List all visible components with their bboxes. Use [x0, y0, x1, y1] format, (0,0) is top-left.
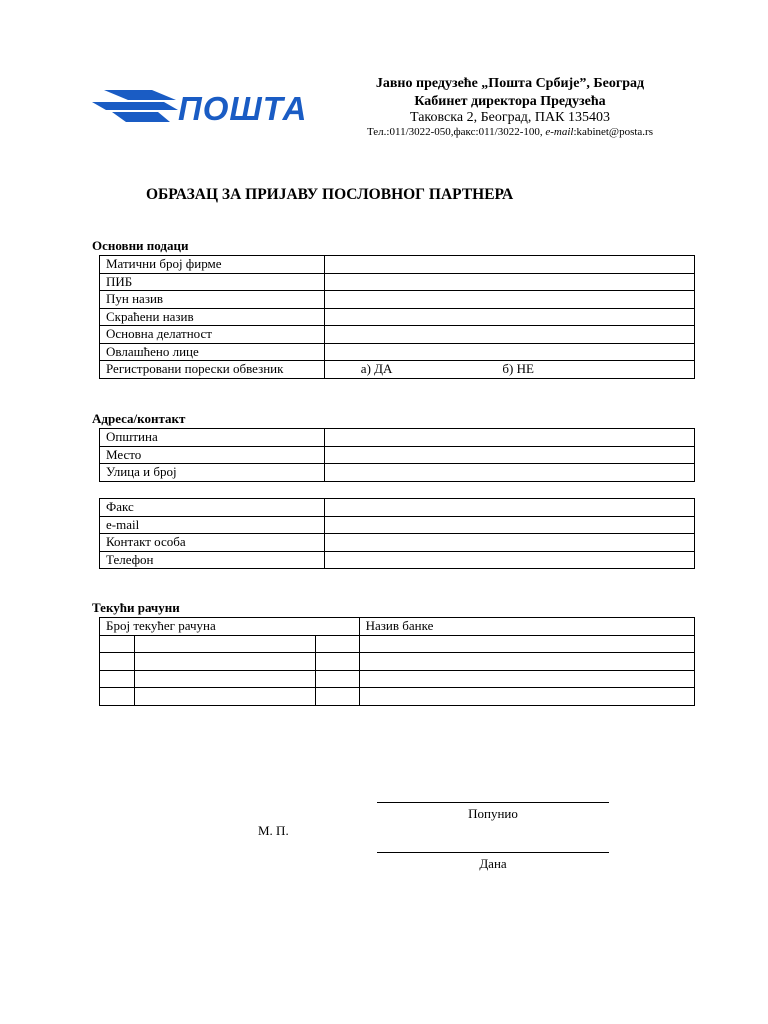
filled-by-label: Попунио: [468, 806, 518, 821]
bank-name-input[interactable]: [359, 635, 694, 653]
contact-table: [99, 498, 695, 569]
account-control-input[interactable]: [315, 688, 359, 706]
table-row: [100, 534, 695, 552]
account-prefix-input[interactable]: [100, 688, 135, 706]
main-activity-input[interactable]: [324, 326, 694, 344]
address-table: [99, 428, 695, 482]
table-row: [100, 343, 695, 361]
full-name-input[interactable]: [324, 291, 694, 309]
account-control-input[interactable]: [315, 670, 359, 688]
bank-name-input[interactable]: [359, 653, 694, 671]
table-row: [100, 499, 695, 517]
account-control-input[interactable]: [315, 653, 359, 671]
account-prefix-input[interactable]: [100, 653, 135, 671]
municipality-input[interactable]: [324, 429, 694, 447]
option-yes[interactable]: а) ДА: [360, 361, 393, 377]
account-prefix-input[interactable]: [100, 670, 135, 688]
table-row: [100, 361, 695, 379]
email-input[interactable]: [324, 516, 694, 534]
bank-name-header: Назив банке: [359, 618, 694, 636]
stamp-placeholder: М. П.: [258, 823, 289, 838]
fax-input[interactable]: [324, 499, 694, 517]
table-row: [100, 429, 695, 447]
table-row: [100, 326, 695, 344]
email-value: :kabinet@posta.rs: [573, 126, 653, 138]
posta-logo-icon: [92, 88, 182, 128]
table-row: [100, 256, 695, 274]
field-label: Место: [100, 446, 325, 464]
contact-person-input[interactable]: [324, 534, 694, 552]
accounts-table: [99, 617, 695, 706]
field-label: Основна делатност: [100, 326, 325, 344]
date-signature-line[interactable]: [377, 852, 609, 853]
field-label: Улица и број: [100, 464, 325, 482]
tel-value: :011/3022-050,: [386, 126, 454, 138]
table-row: [100, 551, 695, 569]
field-label: Матични број фирме: [100, 256, 325, 274]
account-number-header: Број текућег рачуна: [100, 618, 360, 636]
authorized-person-input[interactable]: [324, 343, 694, 361]
bank-name-input[interactable]: [359, 670, 694, 688]
account-control-input[interactable]: [315, 635, 359, 653]
tel-label: Тел.: [367, 126, 387, 138]
bank-name-input[interactable]: [359, 688, 694, 706]
fax-label: факс: [453, 126, 476, 138]
table-header-row: [100, 618, 695, 636]
field-label: Општина: [100, 429, 325, 447]
filled-by-signature-line[interactable]: [377, 802, 609, 803]
logo-text: ПОШТА: [178, 90, 308, 127]
street-input[interactable]: [324, 464, 694, 482]
account-number-input[interactable]: [134, 635, 315, 653]
table-row: [100, 688, 695, 706]
option-no[interactable]: б) НЕ: [502, 361, 534, 377]
field-label: Скраћени назив: [100, 308, 325, 326]
table-row: [100, 446, 695, 464]
registration-number-input[interactable]: [324, 256, 694, 274]
account-number-input[interactable]: [134, 653, 315, 671]
form-title: ОБРАЗАЦ ЗА ПРИЈАВУ ПОСЛОВНОГ ПАРТНЕРА: [146, 186, 514, 203]
phone-input[interactable]: [324, 551, 694, 569]
tax-payer-options: [324, 361, 694, 379]
tax-id-input[interactable]: [324, 273, 694, 291]
field-label: Пун назив: [100, 291, 325, 309]
date-label: Дана: [479, 856, 507, 871]
table-row: [100, 653, 695, 671]
field-label: Факс: [100, 499, 325, 517]
account-number-input[interactable]: [134, 670, 315, 688]
table-row: [100, 273, 695, 291]
company-contacts: [340, 126, 680, 138]
email-label: e-mail: [545, 126, 574, 138]
short-name-input[interactable]: [324, 308, 694, 326]
account-number-input[interactable]: [134, 688, 315, 706]
table-row: [100, 464, 695, 482]
company-name: Јавно предузеће „Пошта Србије”, Београд: [375, 76, 645, 91]
field-label: Регистровани порески обвезник: [100, 361, 325, 379]
field-label: Овлашћено лице: [100, 343, 325, 361]
field-label: Контакт особа: [100, 534, 325, 552]
address-heading: Адреса/контакт: [92, 411, 186, 426]
table-row: [100, 635, 695, 653]
posta-logo: [92, 88, 328, 128]
table-row: [100, 308, 695, 326]
field-label: ПИБ: [100, 273, 325, 291]
table-row: [100, 516, 695, 534]
company-address: Таковска 2, Београд, ПАК 135403: [410, 110, 610, 125]
city-input[interactable]: [324, 446, 694, 464]
account-prefix-input[interactable]: [100, 635, 135, 653]
fax-value: :011/3022-100,: [475, 126, 546, 138]
field-label: e-mail: [100, 516, 325, 534]
table-row: [100, 670, 695, 688]
field-label: Телефон: [100, 551, 325, 569]
basic-data-heading: Основни подаци: [92, 238, 189, 253]
table-row: [100, 291, 695, 309]
basic-data-table: [99, 255, 695, 379]
accounts-heading: Текући рачуни: [92, 600, 180, 615]
department-name: Кабинет директора Предузећа: [414, 94, 606, 109]
